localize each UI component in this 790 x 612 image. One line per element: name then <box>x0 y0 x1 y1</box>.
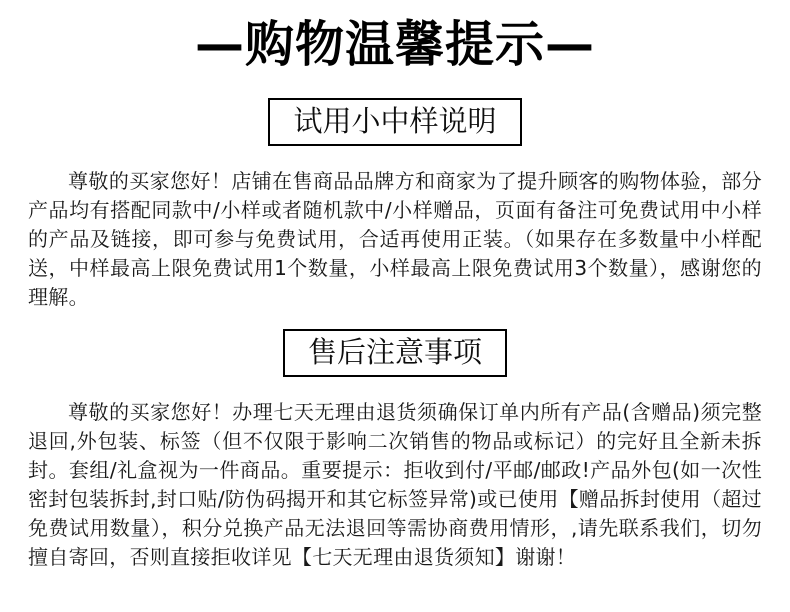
aftersale-heading-row <box>0 312 790 377</box>
trial-samples-heading-label: 试用小中样说明 <box>293 103 497 138</box>
page-title: —购物温馨提示— <box>194 16 595 73</box>
trial-samples-heading-box <box>268 98 521 146</box>
aftersale-heading-label: 售后注意事项 <box>307 334 482 369</box>
section-aftersale-notes <box>0 312 790 572</box>
trial-samples-heading-row <box>0 78 790 146</box>
trial-samples-paragraph: 尊敬的买家您好！店铺在售商品品牌方和商家为了提升顾客的购物体验，部分产品均有搭配同款中/小样或者随机款中/小样赠品，页面有备注可免费试用中小样的产品及链接，即可参与免费试用，合适再使用正装。（如果存在多数量中小样配送，中样最高上限免费试用1个数量，小样最高上限免费试用3个数量），感谢您的理解。 <box>28 168 762 309</box>
section-trial-samples <box>0 78 790 312</box>
aftersale-paragraph: 尊敬的买家您好！办理七天无理由退货须确保订单内所有产品(含赠品)须完整退回,外包装、标签（但不仅限于影响二次销售的物品或标记）的完好且全新未拆封。套组/礼盒视为一件商品。重要提示：拒收到付/平邮/邮政!产品外包(如一次性密封包装拆封,封口贴/防伪码揭开和其它标签异常)或已使用【赠品拆封使用（超过免费试用数量），积分兑换产品无法退回等需协商费用情形，,请先联系我们，切勿擅自寄回，否则直接拒收详见【七天无理由退货须知】谢谢！ <box>28 400 762 570</box>
aftersale-heading-box <box>283 329 507 377</box>
